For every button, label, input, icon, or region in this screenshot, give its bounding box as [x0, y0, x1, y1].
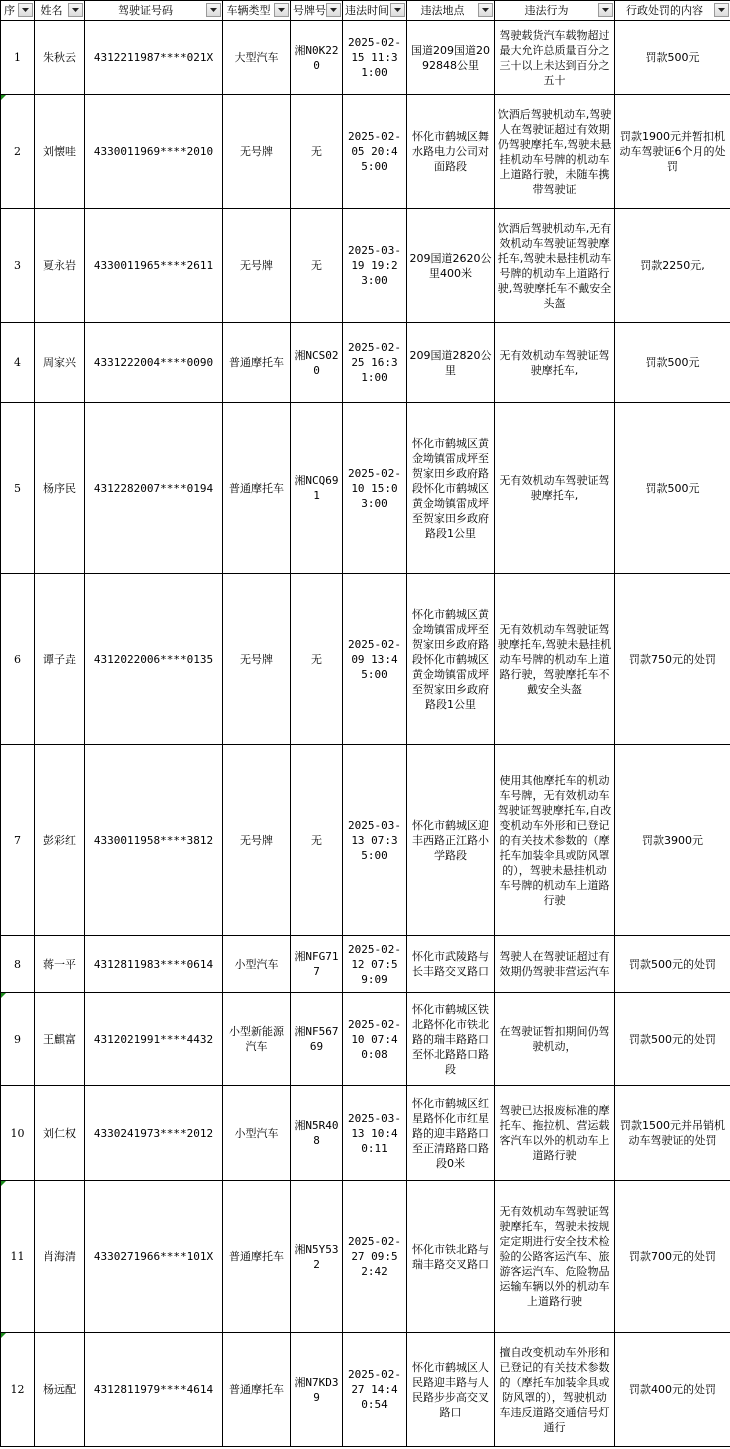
- cell-name[interactable]: 肖海清: [35, 1181, 85, 1333]
- cell-name[interactable]: 刘仁权: [35, 1086, 85, 1181]
- cell-name[interactable]: 杨远配: [35, 1333, 85, 1447]
- cell-vehicle-type[interactable]: 小型汽车: [223, 936, 291, 993]
- cell-vehicle-type[interactable]: 小型新能源汽车: [223, 993, 291, 1086]
- filter-dropdown-icon[interactable]: [478, 3, 493, 17]
- cell-location[interactable]: 怀化市铁北路与瑞丰路交叉路口: [407, 1181, 495, 1333]
- table-row[interactable]: [1, 209, 730, 323]
- cell-time[interactable]: 2025-02-15 11:31:00: [343, 21, 407, 95]
- cell-time[interactable]: 2025-02-09 13:45:00: [343, 574, 407, 745]
- cell-behavior[interactable]: 无有效机动车驾驶证驾驶摩托车,驾驶未悬挂机动车号牌的机动车上道路行驶，驾驶摩托车不戴安全头盔: [495, 574, 615, 745]
- cell-seq[interactable]: 2: [1, 95, 35, 209]
- cell-seq[interactable]: 3: [1, 209, 35, 323]
- column-header-label: 姓名: [40, 4, 63, 17]
- cell-location[interactable]: 怀化市鹤城区黄金坳镇雷成坪至贺家田乡政府路段怀化市鹤城区黄金坳镇雷成坪至贺家田乡政府路段1公里: [407, 574, 495, 745]
- cell-name[interactable]: 周家兴: [35, 323, 85, 403]
- cell-penalty[interactable]: 罚款500元: [615, 403, 730, 574]
- cell-plate[interactable]: 湘N0K220: [291, 21, 343, 95]
- cell-seq[interactable]: 9: [1, 993, 35, 1086]
- filter-dropdown-icon[interactable]: [68, 3, 83, 17]
- cell-behavior[interactable]: 使用其他摩托车的机动车号牌，无有效机动车驾驶证驾驶摩托车,自改变机动车外形和已登记的有关技术参数的（摩托车加装伞具或防风罩的），驾驶未悬挂机动车号牌的机动车上道路行驶: [495, 745, 615, 936]
- cell-behavior[interactable]: 饮酒后驾驶机动车,驾驶人在驾驶证超过有效期仍驾驶摩托车,驾驶未悬挂机动车号牌的机动车上道路行驶，未随车携带驾驶证: [495, 95, 615, 209]
- cell-vehicle-type[interactable]: 无号牌: [223, 745, 291, 936]
- cell-seq[interactable]: 11: [1, 1181, 35, 1333]
- cell-seq[interactable]: 5: [1, 403, 35, 574]
- cell-vehicle-type[interactable]: 无号牌: [223, 574, 291, 745]
- cell-license[interactable]: 4330011965****2611: [85, 209, 223, 323]
- table-row[interactable]: [1, 745, 730, 936]
- column-header-label: 车辆类型: [226, 4, 271, 17]
- cell-vehicle-type[interactable]: 普通摩托车: [223, 1181, 291, 1333]
- cell-plate[interactable]: 湘NF56769: [291, 993, 343, 1086]
- cell-seq[interactable]: 1: [1, 21, 35, 95]
- cell-vehicle-type[interactable]: 小型汽车: [223, 1086, 291, 1181]
- cell-behavior[interactable]: 无有效机动车驾驶证驾驶摩托车,: [495, 323, 615, 403]
- table-row[interactable]: [1, 1181, 730, 1333]
- cell-location[interactable]: 怀化市鹤城区舞水路电力公司对面路段: [407, 95, 495, 209]
- cell-license[interactable]: 4330241973****2012: [85, 1086, 223, 1181]
- cell-location[interactable]: 209国道2820公里: [407, 323, 495, 403]
- column-header-label: 号牌号: [293, 4, 326, 17]
- cell-location[interactable]: 国道209国道2092848公里: [407, 21, 495, 95]
- cell-seq[interactable]: 10: [1, 1086, 35, 1181]
- cell-vehicle-type[interactable]: 普通摩托车: [223, 1333, 291, 1447]
- cell-license[interactable]: 4331222004****0090: [85, 323, 223, 403]
- cell-plate[interactable]: 湘NFG717: [291, 936, 343, 993]
- cell-time[interactable]: 2025-02-27 09:52:42: [343, 1181, 407, 1333]
- table-row[interactable]: [1, 323, 730, 403]
- filter-dropdown-icon[interactable]: [598, 3, 613, 17]
- cell-name[interactable]: 谭子垚: [35, 574, 85, 745]
- cell-time[interactable]: 2025-02-10 07:40:08: [343, 993, 407, 1086]
- cell-license[interactable]: 4312211987****021X: [85, 21, 223, 95]
- filter-dropdown-icon[interactable]: [274, 3, 289, 17]
- cell-vehicle-type[interactable]: 大型汽车: [223, 21, 291, 95]
- cell-penalty[interactable]: 罚款1500元并吊销机动车驾驶证的处罚: [615, 1086, 730, 1181]
- cell-plate[interactable]: 无: [291, 95, 343, 209]
- column-header-seq[interactable]: [1, 1, 35, 21]
- cell-time[interactable]: 2025-03-19 19:23:00: [343, 209, 407, 323]
- cell-penalty[interactable]: 罚款500元的处罚: [615, 936, 730, 993]
- cell-location[interactable]: 怀化市鹤城区迎丰西路正江路小学路段: [407, 745, 495, 936]
- cell-location[interactable]: 怀化市鹤城区黄金坳镇雷成坪至贺家田乡政府路段怀化市鹤城区黄金坳镇雷成坪至贺家田乡政府路段1公里: [407, 403, 495, 574]
- column-header-label: 违法时间: [345, 4, 389, 17]
- column-header-vehicle-type[interactable]: [223, 1, 291, 21]
- cell-behavior[interactable]: 驾驶载货汽车载物超过最大允许总质量百分之三十以上未达到百分之五十: [495, 21, 615, 95]
- cell-name[interactable]: 王麒富: [35, 993, 85, 1086]
- cell-seq[interactable]: 12: [1, 1333, 35, 1447]
- cell-license[interactable]: 4312811983****0614: [85, 936, 223, 993]
- cell-penalty[interactable]: 罚款500元: [615, 21, 730, 95]
- cell-time[interactable]: 2025-02-25 16:31:00: [343, 323, 407, 403]
- cell-name[interactable]: 刘懐哇: [35, 95, 85, 209]
- cell-behavior[interactable]: 擅自改变机动车外形和已登记的有关技术参数的（摩托车加装伞具或防风罩的），驾驶机动车违反道路交通信号灯通行: [495, 1333, 615, 1447]
- header-row: [1, 1, 730, 21]
- column-header-location[interactable]: [407, 1, 495, 21]
- column-header-label: 违法地点: [420, 4, 465, 17]
- cell-penalty[interactable]: 罚款3900元: [615, 745, 730, 936]
- cell-penalty[interactable]: 罚款1900元并暂扣机动车驾驶证6个月的处罚: [615, 95, 730, 209]
- filter-dropdown-icon[interactable]: [206, 3, 221, 17]
- filter-dropdown-icon[interactable]: [714, 3, 729, 17]
- cell-penalty[interactable]: 罚款500元: [615, 323, 730, 403]
- cell-time[interactable]: 2025-02-12 07:59:09: [343, 936, 407, 993]
- table-body: [1, 21, 730, 1447]
- cell-time[interactable]: 2025-03-13 07:35:00: [343, 745, 407, 936]
- cell-plate[interactable]: 湘NCS020: [291, 323, 343, 403]
- column-header-penalty[interactable]: [615, 1, 730, 21]
- cell-vehicle-type[interactable]: 普通摩托车: [223, 323, 291, 403]
- cell-location[interactable]: 209国道2620公里400米: [407, 209, 495, 323]
- column-header-label: 驾驶证号码: [118, 4, 173, 17]
- cell-location[interactable]: 怀化市鹤城区红星路怀化市红星路的迎丰路路口至正清路路口路段0米: [407, 1086, 495, 1181]
- cell-license[interactable]: 4330011958****3812: [85, 745, 223, 936]
- column-header-label: 序: [4, 4, 15, 17]
- cell-behavior[interactable]: 驾驶已达报废标准的摩托车、拖拉机、营运载客汽车以外的机动车上道路行驶: [495, 1086, 615, 1181]
- column-header-time[interactable]: [343, 1, 407, 21]
- cell-time[interactable]: 2025-02-10 15:03:00: [343, 403, 407, 574]
- filter-dropdown-icon[interactable]: [390, 3, 405, 17]
- cell-behavior[interactable]: 在驾驶证暂扣期间仍驾驶机动，: [495, 993, 615, 1086]
- cell-vehicle-type[interactable]: 普通摩托车: [223, 403, 291, 574]
- cell-vehicle-type[interactable]: 无号牌: [223, 95, 291, 209]
- cell-name[interactable]: 杨序民: [35, 403, 85, 574]
- cell-seq[interactable]: 8: [1, 936, 35, 993]
- cell-penalty[interactable]: 罚款700元的处罚: [615, 1181, 730, 1333]
- cell-plate[interactable]: 无: [291, 574, 343, 745]
- table-row[interactable]: [1, 95, 730, 209]
- filter-dropdown-icon[interactable]: [18, 3, 33, 17]
- cell-plate[interactable]: 湘N7KD39: [291, 1333, 343, 1447]
- cell-penalty[interactable]: 罚款2250元,: [615, 209, 730, 323]
- column-header-plate[interactable]: [291, 1, 343, 21]
- cell-license[interactable]: 4330011969****2010: [85, 95, 223, 209]
- cell-seq[interactable]: 4: [1, 323, 35, 403]
- cell-plate[interactable]: 湘NCQ691: [291, 403, 343, 574]
- table-row[interactable]: [1, 21, 730, 95]
- cell-time[interactable]: 2025-02-05 20:45:00: [343, 95, 407, 209]
- column-header-name[interactable]: [35, 1, 85, 21]
- column-header-label: 行政处罚的内容: [626, 4, 703, 17]
- cell-license[interactable]: 4312811979****4614: [85, 1333, 223, 1447]
- cell-vehicle-type[interactable]: 无号牌: [223, 209, 291, 323]
- cell-behavior[interactable]: 无有效机动车驾驶证驾驶摩托车,: [495, 403, 615, 574]
- cell-behavior[interactable]: 驾驶人在驾驶证超过有效期仍驾驶非营运汽车: [495, 936, 615, 993]
- table-row[interactable]: [1, 403, 730, 574]
- cell-name[interactable]: 朱秋云: [35, 21, 85, 95]
- cell-plate[interactable]: 湘N5Y532: [291, 1181, 343, 1333]
- cell-plate[interactable]: 无: [291, 209, 343, 323]
- column-header-behavior[interactable]: [495, 1, 615, 21]
- cell-location[interactable]: 怀化市鹤城区铁北路怀化市铁北路的瑞丰路路口至怀北路路口路段: [407, 993, 495, 1086]
- table-row[interactable]: [1, 1333, 730, 1447]
- cell-behavior[interactable]: 无有效机动车驾驶证驾驶摩托车，驾驶未按规定定期进行安全技术检验的公路客运汽车、旅游客运汽车、危险物品运输车辆以外的机动车上道路行驶: [495, 1181, 615, 1333]
- cell-name[interactable]: 夏永岩: [35, 209, 85, 323]
- cell-location[interactable]: 怀化市鹤城区人民路迎丰路与人民路步步高交叉路口: [407, 1333, 495, 1447]
- cell-location[interactable]: 怀化市武陵路与长丰路交叉路口: [407, 936, 495, 993]
- cell-seq[interactable]: 7: [1, 745, 35, 936]
- cell-seq[interactable]: 6: [1, 574, 35, 745]
- cell-name[interactable]: 彭彩红: [35, 745, 85, 936]
- column-header-label: 违法行为: [524, 4, 569, 17]
- cell-license[interactable]: 4312022006****0135: [85, 574, 223, 745]
- filter-dropdown-icon[interactable]: [326, 3, 341, 17]
- cell-license[interactable]: 4330271966****101X: [85, 1181, 223, 1333]
- table-row[interactable]: [1, 1086, 730, 1181]
- cell-plate[interactable]: 湘N5R408: [291, 1086, 343, 1181]
- cell-penalty[interactable]: 罚款500元的处罚: [615, 993, 730, 1086]
- cell-time[interactable]: 2025-02-27 14:40:54: [343, 1333, 407, 1447]
- cell-license[interactable]: 4312021991****4432: [85, 993, 223, 1086]
- table-row[interactable]: [1, 936, 730, 993]
- table-row[interactable]: [1, 993, 730, 1086]
- cell-plate[interactable]: 无: [291, 745, 343, 936]
- cell-penalty[interactable]: 罚款750元的处罚: [615, 574, 730, 745]
- cell-name[interactable]: 蒋一平: [35, 936, 85, 993]
- cell-license[interactable]: 4312282007****0194: [85, 403, 223, 574]
- cell-penalty[interactable]: 罚款400元的处罚: [615, 1333, 730, 1447]
- column-header-license[interactable]: [85, 1, 223, 21]
- cell-behavior[interactable]: 饮酒后驾驶机动车,无有效机动车驾驶证驾驶摩托车,驾驶未悬挂机动车号牌的机动车上道路行驶,驾驶摩托车不戴安全头盔: [495, 209, 615, 323]
- table-row[interactable]: [1, 574, 730, 745]
- cell-time[interactable]: 2025-03-13 10:40:11: [343, 1086, 407, 1181]
